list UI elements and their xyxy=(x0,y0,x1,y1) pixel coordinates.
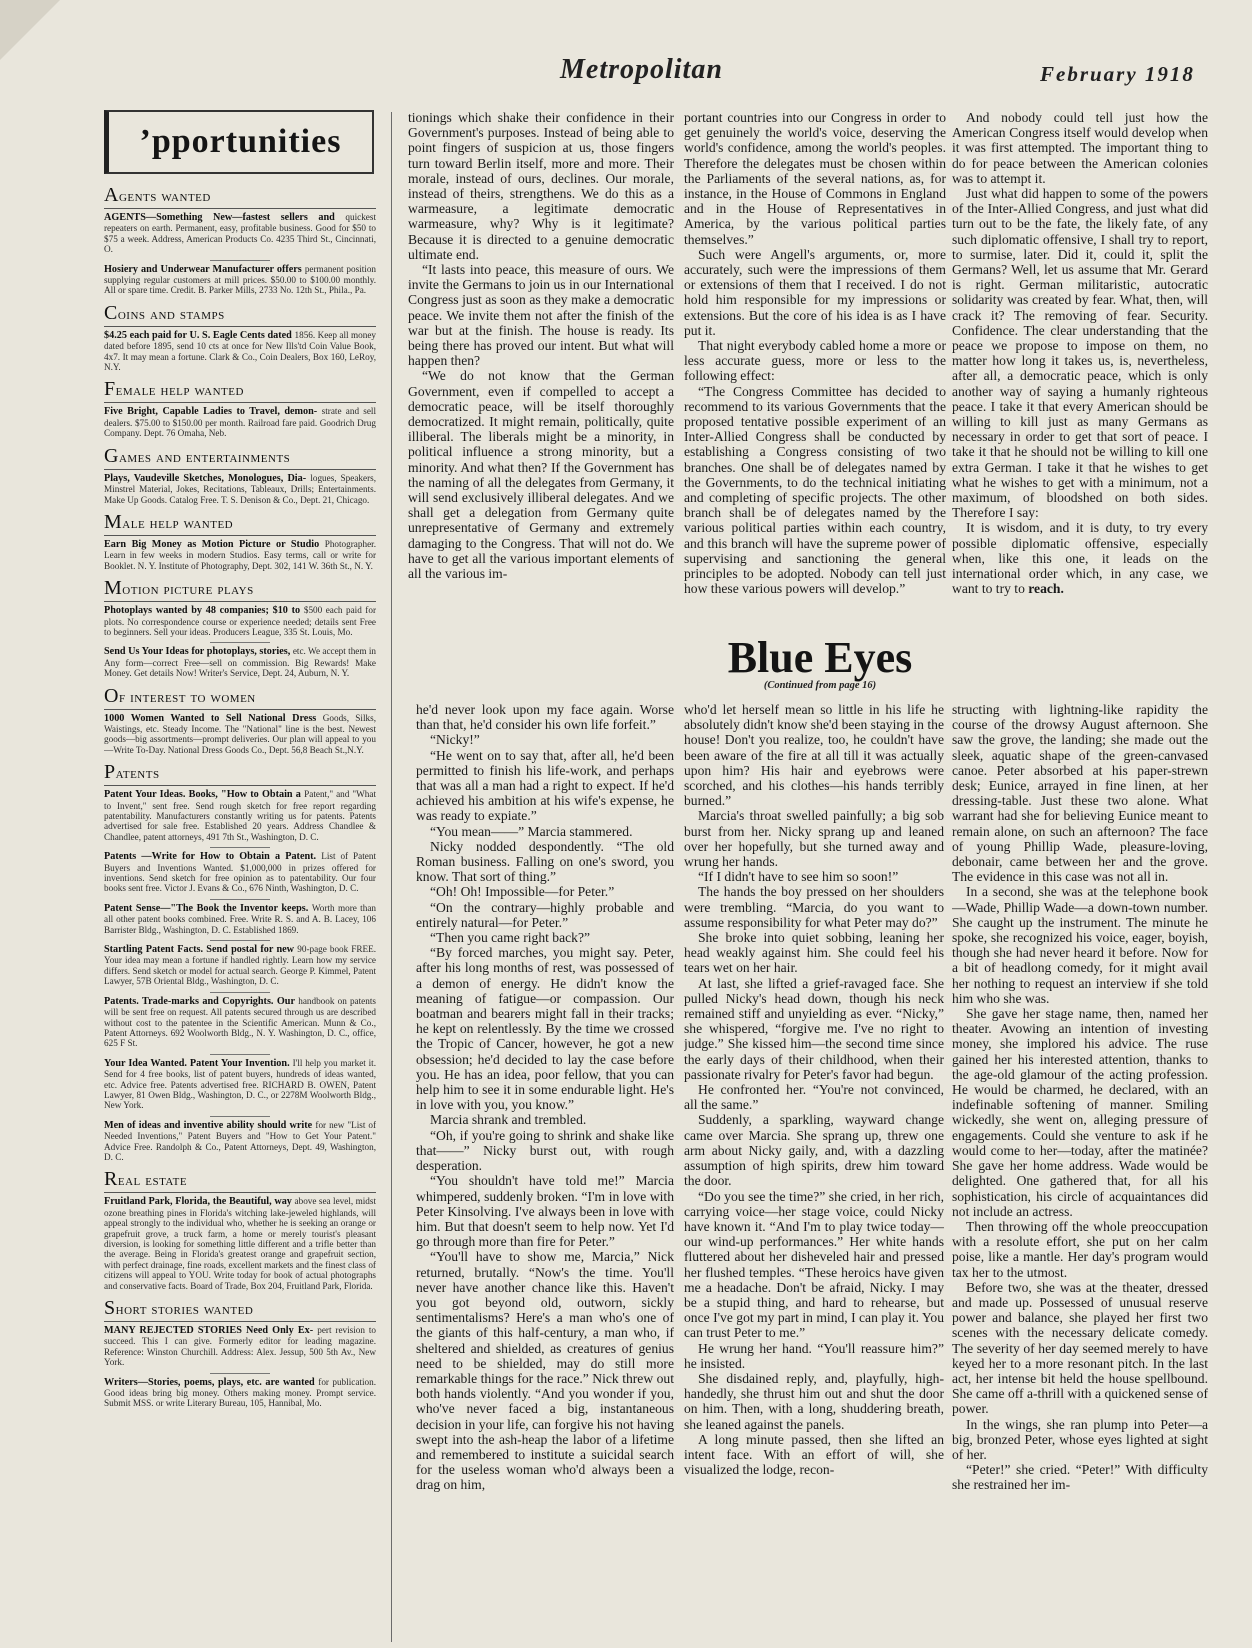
classified-ad-title: 1000 Women Wanted to Sell National Dress xyxy=(104,712,323,724)
paragraph: She disdained reply, and, playfully, high-handedly, she thrust him out and shut the door on him. Then, with a long, shuddering breath, she leaned against the panels. xyxy=(684,1370,944,1432)
classified-ad-title: Send Us Your Ideas for photoplays, stories, xyxy=(104,646,293,658)
classified-ad-title: Fruitland Park, Florida, the Beautiful, way xyxy=(104,1196,295,1208)
ad-separator xyxy=(210,1054,270,1055)
classified-ad-body: pert revision to succeed. This I can give. Formerly editor for leading magazine. Reference: Winston Churchill. Address: Alex. Jessup, 500 5th Av., New York. xyxy=(104,1325,376,1368)
paragraph: he'd never look upon my face again. Worse than that, he'd consider his own life forfeit.” xyxy=(416,702,674,733)
classified-ad xyxy=(104,212,376,255)
classified-ad xyxy=(104,789,376,842)
classified-ad-body: for publication. Good ideas bring big money. Others making money. Prompt service. Submit MSS. or write Literary Bureau, 105, Hannibal, Mo. xyxy=(104,1376,376,1409)
paragraph: portant countries into our Congress in order to get genuinely the world's voice, deserving the world's confidence, among the world's peoples. Therefore the delegates must be chosen within the Parliaments of the several nations, as, for instance, in the House of Commons in England and in the House of Representatives in America, by the various political parties themselves.” xyxy=(684,110,946,247)
classified-ad-title: Five Bright, Capable Ladies to Travel, demon- xyxy=(104,406,322,418)
story-continued-note: (Continued from page 16) xyxy=(763,680,877,691)
paragraph: He wrung her hand. “You'll reassure him?” he insisted. xyxy=(684,1340,944,1371)
paragraph: “Oh, if you're going to shrink and shake like that——” Nicky burst out, with rough desperation. xyxy=(416,1127,674,1174)
ad-separator xyxy=(210,642,270,643)
classified-ad-body: handbook on patents will be sent free on request. All patents secured through us are described without cost to the patentee in the Scientific American. Munn & Co., Patent Attorneys. 692 Woolworth Bldg., N. Y. Washington, D. C., office, 625 F St. xyxy=(104,995,376,1049)
paragraph: In the wings, she ran plump into Peter—a big, bronzed Peter, whose eyes lighted at sight of her. xyxy=(952,1416,1208,1462)
classified-ad xyxy=(104,1377,376,1409)
paragraph: Such were Angell's arguments, or, more accurately, such were the impressions of them or extensions of them that I received. I do not hold him responsible for my impressions or extensions. But the core of his idea is as I have put it. xyxy=(684,246,946,338)
paragraph: “You'll have to show me, Marcia,” Nick returned, brutally. “Now's the time. You'll never have another chance like this. Haven't you got beyond old, outworn, sickly sentimentalisms? Here's a man who's one of the giants of this half-century, a man who, if sheltered and shielded, as creatures of genius need to be shielded, may do still more remarkable things for the race.” Nick threw out both hands violently. “And you wonder if you, who've never faced a big, instantaneous decision in your life, can forgive his not having swept into the ash-heap the labor of a lifetime and remembered to institute a suicidal search for the useless woman who'd always been a drag on him, xyxy=(416,1249,674,1493)
paragraph: “You shouldn't have told me!” Marcia whimpered, suddenly broken. “I'm in love with Peter Kinsolving. I've always been in love with him. But that doesn't seem to help now. Yet I'd go through more than fire for Peter.” xyxy=(416,1173,674,1250)
paragraph: Marcia's throat swelled painfully; a big sob burst from her. Nicky sprang up and leaned over her hopefully, but she turned away and wrung her hands. xyxy=(684,808,944,870)
ad-separator xyxy=(210,260,270,261)
article-column-3 xyxy=(952,110,1208,618)
classified-ad-body: Patent," and "What to Invent," sent free. Send rough sketch for free report regarding patentability. Manufacturers constantly writing us for patents. Patents advertised for sale free. Established 20 years. Address Chandlee & Chandlee, patent attorneys, 491 7th St., Washington, D. C. xyxy=(104,789,376,842)
paragraph: who'd let herself mean so little in his life he absolutely didn't know she'd been staying in the house! Don't you realize, too, he couldn't have been aware of the fire at all till it was actually upon him? His hair and eyebrows were scorched, and his clothes—his hands terribly burned.” xyxy=(684,702,944,809)
classified-ad xyxy=(104,1058,376,1111)
ad-separator xyxy=(210,847,270,848)
paragraph: Suddenly, a sparkling, wayward change came over Marcia. She sprang up, threw one arm about Nicky gaily, and, with a dazzling assumption of high spirits, drew him toward the door. xyxy=(684,1112,944,1189)
paragraph: “By forced marches, you might say. Peter, after his long months of rest, was possessed of a demon of energy. He didn't know the meaning of fatigue—or compassion. Our boatman and bearers might fall in their tracks; he kept on relentlessly. By the time we crossed the Tropic of Cancer, however, he got a new obsession; he'd decided to lay the case before you. He has an idea, poor fellow, that you can help him to see it in some endurable light. He's in love with you, you know.” xyxy=(416,945,674,1113)
paragraph: The hands the boy pressed on her shoulders were trembling. “Marcia, do you want to assume responsibility for what Peter may do?” xyxy=(684,884,944,930)
classified-heading: Female help wanted xyxy=(104,378,376,403)
paragraph: “Nicky!” xyxy=(430,732,480,748)
ad-separator xyxy=(210,899,270,900)
classified-ad-body: 90-page book FREE. Your idea may mean a fortune if handled rightly. Learn how my service differs. Send sketch or model for actual search. George P. Kimmel, Patent Lawyer, 57B Oriental Bldg., Washington, D. C. xyxy=(104,944,376,987)
opportunities-title: ’pportunities xyxy=(139,123,342,160)
classified-ad xyxy=(104,1196,376,1291)
classified-heading: Games and entertainments xyxy=(104,445,376,470)
classified-ad-body: 1856. Keep all money dated before 1895, send 10 cts at once for New Ills'td Coin Value Book, 4x7. It may mean a fortune. Clark & Co., Coin Dealers, Box 160, LeRoy, N.Y. xyxy=(104,329,376,373)
opportunities-column xyxy=(104,110,376,1640)
paragraph: “On the contrary—highly probable and entirely natural—for Peter.” xyxy=(416,899,674,930)
story-title: Blue Eyes xyxy=(727,633,913,682)
issue-date: February 1918 xyxy=(1040,62,1195,86)
classified-ad-title: MANY REJECTED STORIES Need Only Ex- xyxy=(104,1325,318,1337)
paragraph: “You mean——” Marcia stammered. xyxy=(430,823,633,839)
classified-heading: Of interest to women xyxy=(104,685,376,710)
classified-ad-body: permanent position supplying regular customers at mill prices. $50.00 to $100.00 monthly. All or spare time. Credit. B. Parker Mills, 2733 No. 12th St., Phila., Pa. xyxy=(104,263,376,296)
classified-ad-title: Men of ideas and inventive ability should write xyxy=(104,1119,316,1131)
classified-ad xyxy=(104,713,376,756)
classified-ad-body: Photographer. Learn in few weeks in modern Studios. Easy terms, call or write for Booklet. N. Y. Institute of Photography, Dept. 302, 141 W. 36th St., N. Y. xyxy=(104,538,376,571)
classified-ad-title: Hosiery and Underwear Manufacturer offers xyxy=(104,263,305,275)
classified-heading: Short stories wanted xyxy=(104,1297,376,1322)
classified-heading: Patents xyxy=(104,761,376,786)
paragraph: Nicky nodded despondently. “The old Roman business. Falling on one's sword, you know. That sort of thing.” xyxy=(416,838,674,885)
classified-ad-title: Photoplays wanted by 48 companies; $10 to xyxy=(104,605,304,617)
classified-ad xyxy=(104,851,376,894)
classified-ad-body: strate and sell dealers. $75.00 to $150.00 per month. Railroad fare paid. Goodrich Drug Company. Dept. 76 Omaha, Neb. xyxy=(104,406,376,439)
classified-ad-body: I'll help you market it. Send for 4 free books, list of patent buyers, hundreds of ideas wanted, etc. Advice free. Patents advertised free. RICHARD B. OWEN, Patent Lawyer, 81 Owen Bldg., Washington, D. C., or 2278M Woolworth Bldg., New York. xyxy=(104,1057,376,1111)
classified-ad xyxy=(104,996,376,1049)
classified-ad-title: Patents. Trade-marks and Copyrights. Our xyxy=(104,995,299,1007)
paragraph: Before two, she was at the theater, dressed and made up. Possessed of unusual reserve power and balance, she played her first two scenes with the necessary delicate comedy. The severity of her day seemed merely to have keyed her to a more resonant pitch. In the last act, her intense bit held the house spellbound. She came off a-thrill with a quickened sense of power. xyxy=(952,1279,1208,1417)
paragraph: “If I didn't have to see him so soon!” xyxy=(698,869,899,885)
paragraph: It is wisdom, and it is duty, to try every possible diplomatic offensive, especially when, like this one, it leads on the international order which, in any case, we want to try to reach. xyxy=(952,520,1208,597)
paragraph: “We do not know that the German Government, even if compelled to accept a democratic peace, will be itself thoroughly democratized. It might remain, politically, quite illiberal. The liberals might be a minority, in political influence a strong minority, but a minority. And what then? If the Government has the naming of all the delegates from Germany, it will send exclusively illiberal delegates. And we shall get a delegation from Germany quite unrepresentative of Germany and extremely damaging to the Congress. That will not do. We have to get all the various important elements of all the various im- xyxy=(408,368,674,582)
classified-ad-title: $4.25 each paid for U. S. Eagle Cents dated xyxy=(104,329,295,341)
folded-corner xyxy=(0,0,60,60)
classified-ad xyxy=(104,264,376,296)
paragraph: She gave her stage name, then, named her theater. Avowing an intention of investing money, she implored his advice. The ruse gained her his interested attention, thanks to the age-old glamour of the acting profession. He would be charmed, he declared, with an indefinable softening of manner. Smiling wickedly, she went on, alleging pressure of engagements. Could she venture to ask if he would come to her—today, after the matinée? She gave her home address. Wade would be delighted. One gathered that, for all his sophistication, his circle of acquaintances did not include an actress. xyxy=(952,1006,1208,1219)
classified-ad-title: Patent Your Ideas. Books, "How to Obtain a xyxy=(104,789,305,801)
classified-ad xyxy=(104,1325,376,1368)
paragraph: structing with lightning-like rapidity the course of the drowsy August afternoon. She saw the grove, the landing; she made out the sleek, aquatic shape of the green-canvased canoe. Peter absorbed at his paper-strewn desk; Eunice, arrayed in fine linen, at her dressing-table. Just these two alone. What warrant had she for believing Eunice meant to remain alone, on such an afternoon? The face of young Phillip Wade, pleasure-loving, debonair, came between her and the grove. The evidence in this case was not all in. xyxy=(952,702,1208,885)
classified-ad xyxy=(104,903,376,935)
story-column-1 xyxy=(416,702,674,1642)
opportunities-header-box xyxy=(104,110,374,174)
paragraph: At last, she lifted a grief-ravaged face. She pulled Nicky's head down, though his neck remained stiff and unyielding as ever. “Nicky,” she whispered, “forgive me. I've no right to judge.” She kissed him—the second time since the early days of their childhood, when their passionate rivalry for Peter's favor had begun. xyxy=(684,975,944,1082)
ad-separator xyxy=(210,940,270,941)
paragraph: “The Congress Committee has decided to recommend to its various Governments that the proposed tentative possible experiment of an Inter-Allied Congress shall be conducted by establishing a Congress consisting of two branches. One shall be of delegates named by the Governments, to do the technical initiating and completing of specific projects. The other branch shall be of delegates named by the various political parties within each country, and this branch will have the supreme power of supervising and sanctioning the general principles to be adopted. Nobody can tell just how these various powers will develop.” xyxy=(684,383,946,597)
classified-ad xyxy=(104,539,376,571)
paragraph: “He went on to say that, after all, he'd been permitted to finish his life-work, and perhaps that was all a man had a right to expect. If he'd achieved his ambition at his wife's expense, he was ready to expiate.” xyxy=(416,747,674,824)
paragraph: In a second, she was at the telephone book—Wade, Phillip Wade—a down-town number. She caught up the instrument. The minute he spoke, she recognized his voice, eager, boyish, though she had never heard it before. Now for a bit of headlong comedy, for it might avail her nothing to request an interview if she told him who she was. xyxy=(952,884,1208,1006)
classified-ad-body: $500 each paid for plots. No correspondence course or experience needed; details sent Free to beginners. Sell your ideas. Producers League, 335 St. Louis, Mo. xyxy=(104,605,376,637)
paragraph: Then throwing off the whole preoccupation with a resolute effort, she put on her calm poise, like a mantle. Her day's program would tax her to the utmost. xyxy=(952,1218,1208,1280)
ad-separator xyxy=(210,1373,270,1374)
classified-sections xyxy=(104,184,376,1409)
story-column-3 xyxy=(952,702,1208,1642)
paragraph: She broke into quiet sobbing, leaning her head weakly against him. She could feel his tears wet on her hair. xyxy=(684,930,944,976)
paragraph: That night everybody cabled home a more or less accurate guess, more or less to the following effect: xyxy=(684,338,946,384)
classified-heading: Male help wanted xyxy=(104,511,376,536)
ad-separator xyxy=(210,992,270,993)
classified-ad-title: Your Idea Wanted. Patent Your Invention. xyxy=(104,1057,293,1069)
classified-ad-body: quickest repeaters on earth. Permanent, easy, profitable business. Good for $50 to $75 a week. Address, American Products Co. 4235 Third St., Cincinnati, O. xyxy=(104,212,376,255)
classified-ad-title: AGENTS—Something New—fastest sellers and xyxy=(104,212,346,223)
classified-ad-body: etc. We accept them in Any form—correct Free—sell on commission. Big Rewards! Make Money. Get details Now! Writer's Service, Dept. 24, Auburn, N. Y. xyxy=(104,646,376,679)
closing-word: reach. xyxy=(1024,581,1064,597)
classified-ad-body: for new "List of Needed Inventions," Patent Buyers and "How to Get Your Patent." Advice Free. Randolph & Co., Patent Attorneys, Dept. 49, Washington, D. C. xyxy=(104,1119,376,1162)
classified-ad-body: logues, Speakers, Minstrel Material, Jokes, Recitations, Tableaux, Drills; Entertainments. Make Up Goods. Catalog Free. T. S. Denison & Co., Dept. 21, Chicago. xyxy=(104,472,376,505)
classified-ad-body: Worth more than all other patent books combined. Free. Write R. S. and A. B. Lacey, 106 Barrister Bldg., Washington, D. C. Established 1869. xyxy=(104,902,376,935)
paragraph: “Oh! Oh! Impossible—for Peter.” xyxy=(430,884,615,900)
paragraph: Just what did happen to some of the powers of the Inter-Allied Congress, and just what did turn out to be the fate, the likely fate, of any such diplomatic offensive, I shall try to report, to surmise, later. Did it, could it, split the Germans? Well, let us assume that Mr. Gerard is right. German militaristic, autocratic solidarity was created by fear. What, then, will crack it? The removing of fear. Security. Confidence. The clear understanding that the peace we propose to impose on them, no matter how long it takes us, is, nevertheless, after all, a democratic peace, which is only another way of saying a humanly righteous peace. I take it that every American should be willing to kill just as many Germans as necessary in order to get that sort of peace. I take it that he should not be willing to kill one extra German. I take it that he wishes to get what he wishes to get with a minimum, not a maximum, of bloodshed on both sides. Therefore I say: xyxy=(952,186,1208,521)
classified-heading: Motion picture plays xyxy=(104,577,376,602)
paragraph: And nobody could tell just how the American Congress itself would develop when it was first attempted. The important thing to do for peace between the American colonies was to attempt it. xyxy=(952,110,1208,186)
classified-ad-title: Patents —Write for How to Obtain a Patent. xyxy=(104,851,322,863)
paragraph: “Peter!” she cried. “Peter!” With difficulty she restrained her im- xyxy=(952,1462,1208,1493)
classified-heading: Coins and stamps xyxy=(104,302,376,327)
paragraph: Marcia shrank and trembled. xyxy=(430,1112,587,1128)
classified-ad xyxy=(104,330,376,373)
classified-ad-title: Plays, Vaudeville Sketches, Monologues, Dia- xyxy=(104,472,311,484)
paragraph: He confronted her. “You're not convinced, all the same.” xyxy=(684,1082,944,1113)
article-column-2 xyxy=(684,110,946,618)
paragraph: A long minute passed, then she lifted an intent face. With an effort of will, she visualized the lodge, recon- xyxy=(684,1431,944,1478)
classified-ad xyxy=(104,473,376,505)
classified-ad xyxy=(104,944,376,987)
story-column-2 xyxy=(684,702,944,1642)
classified-ad-title: Earn Big Money as Motion Picture or Studio xyxy=(104,538,325,550)
classified-heading: Real estate xyxy=(104,1168,376,1193)
classified-ad xyxy=(104,406,376,438)
classified-ad xyxy=(104,605,376,637)
classified-ad-title: Writers—Stories, poems, plays, etc. are wanted xyxy=(104,1376,319,1388)
ad-separator xyxy=(210,1116,270,1117)
classified-ad xyxy=(104,1120,376,1163)
article-column-1 xyxy=(408,110,674,618)
paragraph: tionings which shake their confidence in their Government's purposes. Instead of being able to point fingers of suspicion at us, those fingers turn toward Berlin itself, more and more. Their morale, instead of ours, declines. Our morale, instead of theirs, strengthens. We do this as a warmeasure, a legitimate democratic warmeasure, why? Why is it legitimate? Because it is directed to a genuine democratic ultimate end. xyxy=(408,110,674,262)
paragraph: “Do you see the time?” she cried, in her rich, carrying voice—her stage voice, could Nicky have known it. “And I'm to play twice today—our wind-up performances.” Her white hands fluttered about her disheveled hair and pressed her flushed temples. “These heroics have given me a headache. Don't be afraid, Nicky. I may be a stupid thing, and hard to rehearse, but once I've got my part in mind, I can play it. You can trust Peter to me.” xyxy=(684,1188,944,1341)
classified-heading: Agents wanted xyxy=(104,184,376,209)
classified-ad-title: Patent Sense—"The Book the Inventor keeps. xyxy=(104,902,312,914)
column-divider xyxy=(391,112,392,1642)
paragraph: “It lasts into peace, this measure of ours. We invite the Germans to join us in our International Congress just as soon as they make a democratic peace. We invite them not after the finish of the war but at the finish. The house is ready. Its being there has proved our intent. But what will happen then? xyxy=(408,262,674,369)
paragraph: “Then you came right back?” xyxy=(430,930,591,946)
classified-ad-body: List of Patent Buyers and Inventions Wanted. $1,000,000 in prizes offered for inventions. Send sketch for free opinion as to patentability. Our four books sent free. Victor J. Evans & Co., 676 Ninth, Washington, D. C. xyxy=(104,851,376,894)
classified-ad-body: Goods, Silks, Waistings, etc. Steady Income. The "National" line is the best. Newest goods—big assortments—prompt deliveries. Our plan will appeal to you—Write To-Day. National Dress Goods Co., Dept. 56,8 Beach St.,N.Y. xyxy=(104,712,376,755)
magazine-title: Metropolitan xyxy=(560,54,723,85)
classified-ad-title: Startling Patent Facts. Send postal for new xyxy=(104,944,298,956)
classified-ad-body: above sea level, midst ozone breathing pines in Florida's witching lake-jeweled highlands, will appeal strongly to the individual who, whether he is seeking an orange or grapefruit grove, a truck farm, a home or merely tourist's pleasant diversion, is looking for something little different and a trifle better than the average. Being in Florida's greatest orange and grapefruit section, with perfect drainage, fine roads, excellent markets and the finest class of citizens will appeal to YOU. Write today for book of actual photographs and conservative facts. Board of Trade, Box 204, Fruitland Park, Florida. xyxy=(104,1196,376,1291)
classified-ad xyxy=(104,646,376,678)
